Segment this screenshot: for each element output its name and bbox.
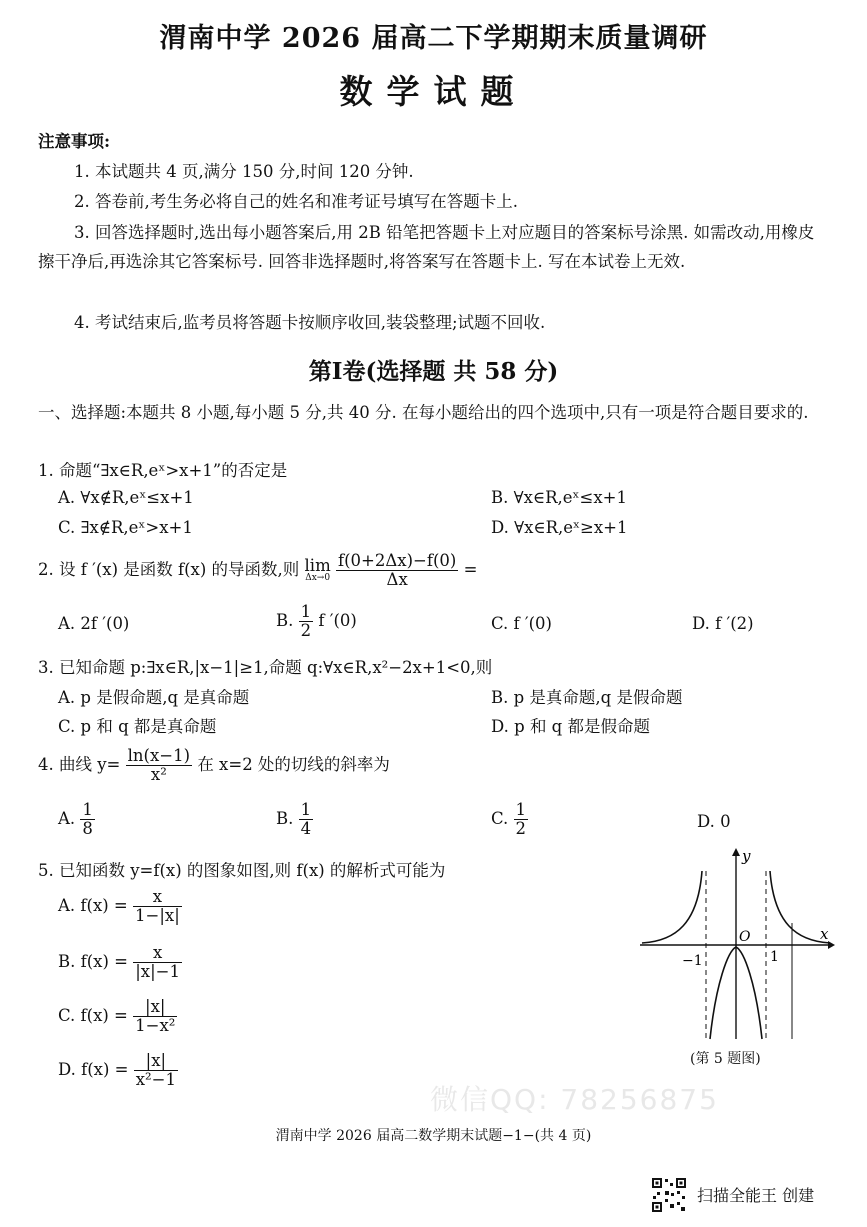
q2-option-b-tail: f ′(0) — [318, 611, 357, 631]
q4-option-c-num: 1 — [515, 800, 527, 819]
q4-option-a — [58, 801, 95, 838]
q3-option-c: C. p 和 q 都是真命题 — [58, 717, 217, 736]
note-1: 1. 本试题共 4 页,满分 150 分,时间 120 分钟. — [74, 162, 414, 181]
scanner-watermark: 扫描全能王 创建 — [697, 1186, 815, 1205]
q4-stem-suffix: 在 x=2 处的切线的斜率为 — [197, 755, 390, 775]
note-4: 4. 考试结束后,监考员将答题卡按顺序收回,装袋整理;试题不回收. — [74, 313, 546, 332]
q2-limit — [304, 555, 331, 584]
qr-code-icon — [651, 1177, 687, 1213]
q5-option-b-prefix: B. f(x) = — [58, 952, 128, 972]
q5-option-c-prefix: C. f(x) = — [58, 1006, 128, 1026]
q5-option-d-den: x²−1 — [135, 1070, 176, 1090]
page-footer: 渭南中学 2026 届高二数学期末试题−1−(共 4 页) — [275, 1128, 592, 1144]
q2-stem — [38, 552, 477, 589]
q2-option-b-num: 1 — [300, 602, 312, 621]
q5-option-a-fraction — [133, 888, 182, 925]
q1-option-d: D. ∀x∈R,eˣ≥x+1 — [491, 518, 628, 537]
q4-fraction — [126, 747, 192, 784]
q2-stem-suffix: = — [463, 560, 478, 580]
q2-option-a: A. 2f ′(0) — [58, 614, 130, 633]
q2-limit-sub: Δx→0 — [305, 573, 331, 584]
section-title: 第Ⅰ卷(选择题 共 58 分) — [308, 358, 559, 385]
q5-option-b-num: x — [133, 944, 182, 963]
q4-option-b-num: 1 — [300, 800, 312, 819]
q2-limit-label: lim — [304, 555, 331, 575]
q2-option-b-den: 2 — [300, 621, 312, 641]
q5-option-b-fraction — [133, 944, 182, 981]
q5-option-a-prefix: A. f(x) = — [58, 896, 128, 916]
q3-option-b: B. p 是真命题,q 是假命题 — [491, 688, 683, 707]
q4-option-a-label: A. — [58, 809, 76, 829]
q2-stem-prefix: 2. 设 f ′(x) 是函数 f(x) 的导函数,则 — [38, 560, 300, 580]
q4-option-a-fraction — [80, 801, 95, 838]
x-axis-label: x — [820, 925, 829, 943]
neg-one-label: −1 — [682, 953, 703, 969]
q1-stem: 1. 命题“∃x∈R,eˣ>x+1”的否定是 — [38, 461, 288, 480]
q5-option-b-den: |x|−1 — [135, 962, 180, 982]
part-heading-text: 一、选择题:本题共 8 小题,每小题 5 分,共 40 分. 在每小题给出的四个选项中,只有一项是符合题目要求的. — [38, 403, 809, 422]
q4-option-b-fraction — [299, 801, 314, 838]
y-axis-arrow-icon — [732, 848, 740, 856]
q2-option-c: C. f ′(0) — [491, 614, 552, 633]
q4-stem-prefix: 4. 曲线 y= — [38, 755, 121, 775]
q4-option-b-label: B. — [276, 809, 294, 829]
q1-option-a: A. ∀x∉R,eˣ≤x+1 — [58, 488, 194, 507]
origin-label: O — [739, 929, 751, 945]
q5-option-b — [58, 944, 182, 981]
q4-option-c — [491, 801, 528, 838]
one-label: 1 — [770, 949, 779, 965]
q4-option-d: D. 0 — [697, 812, 731, 831]
q4-option-c-fraction — [514, 801, 529, 838]
y-axis-label: y — [742, 847, 751, 865]
curve-left-branch — [642, 871, 702, 943]
q3-stem: 3. 已知命题 p:∃x∈R,|x−1|≥1,命题 q:∀x∈R,x²−2x+1<0,则 — [38, 658, 493, 677]
q1-option-b: B. ∀x∈R,eˣ≤x+1 — [491, 488, 627, 507]
part-heading — [38, 398, 828, 427]
q4-option-c-label: C. — [491, 809, 509, 829]
q4-option-c-den: 2 — [515, 819, 527, 839]
exam-title: 渭南中学 2026 届高二下学期期末质量调研 — [159, 23, 708, 54]
subject-title: 数学试题 — [339, 72, 528, 111]
q5-option-a — [58, 888, 182, 925]
q2-option-d: D. f ′(2) — [692, 614, 754, 633]
q5-stem: 5. 已知函数 y=f(x) 的图象如图,则 f(x) 的解析式可能为 — [38, 861, 446, 880]
q4-option-b — [276, 801, 313, 838]
q5-figure-caption: (第 5 题图) — [690, 1051, 761, 1067]
q5-option-c-num: |x| — [133, 998, 177, 1017]
q4-option-a-den: 8 — [82, 819, 93, 839]
q5-function-graph — [636, 843, 836, 1043]
q4-stem — [38, 747, 390, 784]
q2-option-b-fraction — [299, 603, 314, 640]
q1-option-c: C. ∃x∉R,eˣ>x+1 — [58, 518, 193, 537]
q2-option-b — [276, 603, 357, 640]
watermark-text: 微信QQ: 78256875 — [430, 1083, 719, 1116]
q4-option-b-den: 4 — [300, 819, 312, 839]
q5-option-c — [58, 998, 177, 1035]
q4-option-a-num: 1 — [82, 800, 93, 819]
q2-fraction — [336, 552, 458, 589]
q5-option-c-fraction — [133, 998, 177, 1035]
note-3: 3. 回答选择题时,选出每小题答案后,用 2B 铅笔把答题卡上对应题目的答案标号涂黑. 如需改动,用橡皮擦干净后,再选涂其它答案标号. 回答非选择题时,将答案写在答题卡上. 写在本试卷上无效. — [38, 223, 815, 271]
q5-option-d-num: |x| — [134, 1052, 178, 1071]
q2-option-b-label: B. — [276, 611, 294, 631]
q5-option-d — [58, 1052, 178, 1089]
notes-heading: 注意事项: — [38, 132, 111, 151]
q2-denominator: Δx — [386, 570, 408, 590]
q5-option-c-den: 1−x² — [135, 1016, 176, 1036]
q4-numerator: ln(x−1) — [127, 746, 191, 765]
note-2: 2. 答卷前,考生务必将自己的姓名和准考证号填写在答题卡上. — [74, 192, 518, 211]
q5-option-d-prefix: D. f(x) = — [58, 1060, 129, 1080]
q3-option-a: A. p 是假命题,q 是真命题 — [58, 688, 250, 707]
q5-option-a-den: 1−|x| — [135, 906, 180, 926]
q3-option-d: D. p 和 q 都是假命题 — [491, 717, 650, 736]
q5-option-d-fraction — [134, 1052, 178, 1089]
q2-numerator: f(0+2Δx)−f(0) — [337, 551, 457, 570]
q4-denominator: x² — [150, 765, 167, 785]
q5-option-a-num: x — [133, 888, 182, 907]
